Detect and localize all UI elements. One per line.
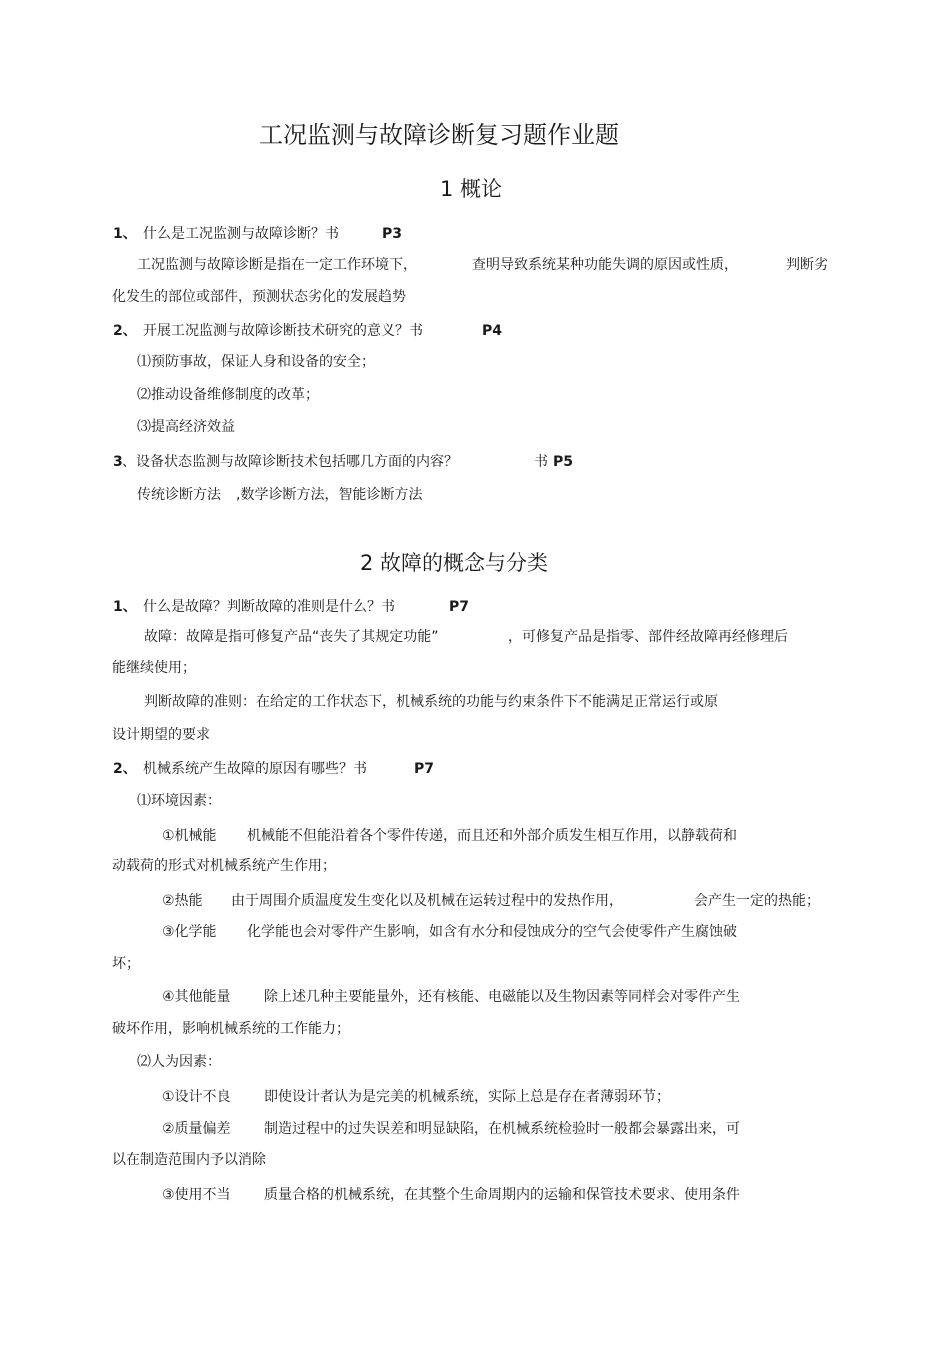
- list-item: ⑵推动设备维修制度的改革；: [137, 387, 319, 403]
- item-text: 质量合格的机械系统，在其整个生命周期内的运输和保管技术要求、使用条件: [264, 1187, 740, 1203]
- chapter-1-heading: 1 概论: [440, 177, 503, 201]
- page-reference-prefix: 书: [534, 454, 548, 470]
- page-reference: P7: [414, 761, 435, 777]
- answer-text: 判断故障的准则：在给定的工作状态下，机械系统的功能与约束条件下不能满足正常运行或原: [144, 694, 718, 710]
- answer-text: ，可修复产品是指零、部件经故障再经修理后: [508, 629, 788, 645]
- section-label: ⑵人为因素：: [137, 1054, 221, 1070]
- question-number: 2、: [113, 761, 137, 777]
- question-number: 3: [113, 454, 123, 470]
- question-text: 机械系统产生故障的原因有哪些？书: [143, 761, 367, 777]
- section-label: ⑴环境因素：: [137, 793, 221, 809]
- item-label: ①机械能: [162, 828, 217, 844]
- list-item: ⑴预防事故，保证人身和设备的安全；: [137, 354, 375, 370]
- answer-text: 查明导致系统某种功能失调的原因或性质，: [472, 257, 738, 273]
- item-text: 制造过程中的过失误差和明显缺陷，在机械系统检验时一般都会暴露出来，可: [264, 1121, 740, 1137]
- answer-text: ,数学诊断方法，智能诊断方法: [236, 487, 423, 503]
- item-label: ④其他能量: [162, 989, 231, 1005]
- list-item: ⑶提高经济效益: [137, 419, 235, 435]
- answer-text: 判断劣: [786, 257, 828, 273]
- document-title: 工况监测与故障诊断复习题作业题: [259, 121, 619, 149]
- item-text: 化学能也会对零件产生影响，如含有水分和侵蚀成分的空气会使零件产生腐蚀破: [247, 924, 737, 940]
- item-label: ③使用不当: [162, 1187, 231, 1203]
- item-text: 由于周围介质温度发生变化以及机械在运转过程中的发热作用，: [231, 893, 623, 909]
- question-text: 、设备状态监测与故障诊断技术包括哪几方面的内容？: [122, 454, 458, 470]
- page-reference: P3: [382, 226, 403, 242]
- answer-text: 设计期望的要求: [112, 727, 210, 743]
- question-number: 1、: [113, 599, 137, 615]
- answer-text: 工况监测与故障诊断是指在一定工作环境下，: [137, 257, 417, 273]
- answer-text: 化发生的部位或部件，预测状态劣化的发展趋势: [112, 289, 406, 305]
- item-text: 会产生一定的热能；: [694, 893, 820, 909]
- item-label: ①设计不良: [162, 1089, 231, 1105]
- item-text: 以在制造范围内予以消除: [112, 1152, 266, 1168]
- question-text: 开展工况监测与故障诊断技术研究的意义？书: [143, 323, 423, 339]
- chapter-2-heading: 2 故障的概念与分类: [360, 551, 549, 575]
- answer-text: 故障：故障是指可修复产品“丧失了其规定功能”: [144, 629, 439, 645]
- item-label: ②热能: [162, 893, 203, 909]
- item-label: ③化学能: [162, 924, 217, 940]
- item-text: 即使设计者认为是完美的机械系统，实际上总是存在者薄弱环节；: [264, 1089, 670, 1105]
- answer-text: 传统诊断方法: [137, 487, 221, 503]
- item-text: 机械能不但能沿着各个零件传递，而且还和外部介质发生相互作用，以静载荷和: [247, 828, 737, 844]
- question-number: 1、: [113, 226, 137, 242]
- item-text: 坏；: [112, 956, 140, 972]
- item-text: 除上述几种主要能量外，还有核能、电磁能以及生物因素等同样会对零件产生: [264, 989, 740, 1005]
- page-reference: P4: [482, 323, 503, 339]
- item-text: 破坏作用，影响机械系统的工作能力；: [112, 1021, 350, 1037]
- question-text: 什么是工况监测与故障诊断？书: [143, 226, 339, 242]
- item-text: 动载荷的形式对机械系统产生作用；: [112, 858, 336, 874]
- question-number: 2、: [113, 323, 137, 339]
- answer-text: 能继续使用；: [112, 660, 196, 676]
- page-reference: P7: [449, 599, 470, 615]
- item-label: ②质量偏差: [162, 1121, 231, 1137]
- question-text: 什么是故障？判断故障的准则是什么？书: [143, 599, 395, 615]
- page-reference: P5: [553, 454, 574, 470]
